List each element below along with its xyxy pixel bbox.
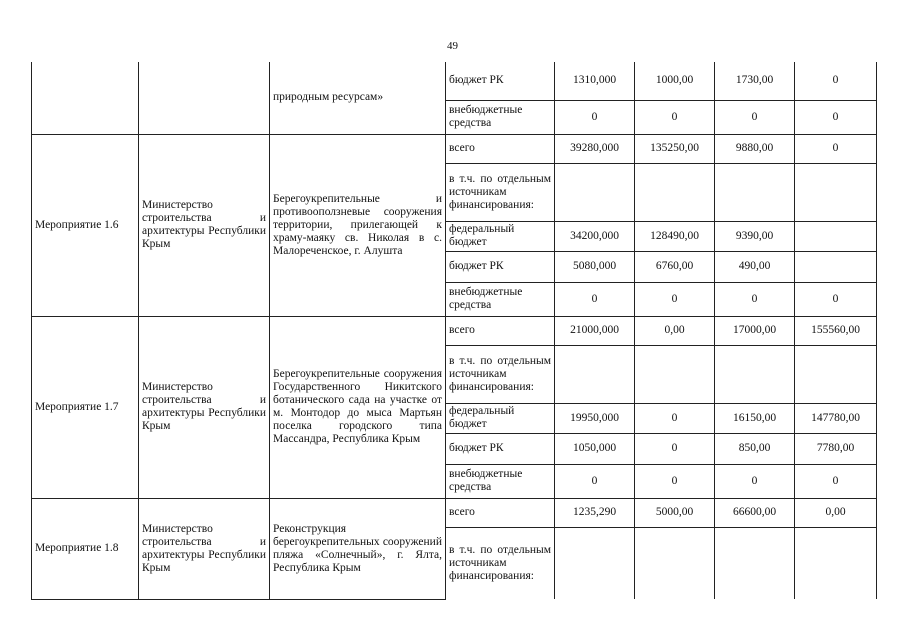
executor-cell (139, 62, 270, 134)
event-label: Мероприятие 1.7 (32, 316, 139, 498)
source-extra: внебюджетные средства (446, 282, 555, 316)
source-extra: внебюджетные средства (446, 100, 555, 134)
value-cell: 0 (555, 100, 635, 134)
table-row (32, 316, 877, 345)
value-cell: 0 (635, 403, 715, 433)
source-federal: федеральный бюджет (446, 221, 555, 251)
value-cell: 0 (715, 282, 795, 316)
event-label: Мероприятие 1.6 (32, 134, 139, 316)
value-cell: 0 (715, 100, 795, 134)
source-total: всего (446, 134, 555, 163)
source-incl: в т.ч. по отдельным источникам финансирования: (446, 345, 555, 403)
value-cell: 1000,00 (635, 62, 715, 100)
executor-cell: Министерство строительства и архитектуры Республики Крым (139, 134, 270, 316)
event-name: Берегоукрепительные сооружения Государственного Никитского ботанического сада на участке от м. Монтодор до мыса Мартьян поселка городского типа Массандра, Республика Крым (270, 316, 446, 498)
value-cell: 5080,000 (555, 251, 635, 282)
value-cell: 0,00 (635, 316, 715, 345)
value-cell (795, 527, 877, 599)
table-row (32, 498, 877, 527)
financing-table (31, 62, 877, 600)
source-total: всего (446, 316, 555, 345)
source-rk: бюджет РК (446, 433, 555, 464)
value-cell: 1310,000 (555, 62, 635, 100)
source-incl: в т.ч. по отдельным источникам финансирования: (446, 163, 555, 221)
value-cell: 17000,00 (715, 316, 795, 345)
executor-cell: Министерство строительства и архитектуры Республики Крым (139, 316, 270, 498)
value-cell: 9390,00 (715, 221, 795, 251)
value-cell: 9880,00 (715, 134, 795, 163)
event-cell (32, 62, 139, 134)
value-cell (715, 527, 795, 599)
table-row (32, 134, 877, 163)
value-cell: 135250,00 (635, 134, 715, 163)
event-name: Реконструкция берегоукрепительных сооружений пляжа «Солнечный», г. Ялта, Республика Крым (270, 498, 446, 599)
value-cell: 0 (555, 282, 635, 316)
value-cell: 0 (715, 464, 795, 498)
source-total: всего (446, 498, 555, 527)
executor-cell: Министерство строительства и архитектуры Республики Крым (139, 498, 270, 599)
value-cell: 0 (635, 282, 715, 316)
value-cell: 0 (635, 464, 715, 498)
value-cell: 1730,00 (715, 62, 795, 100)
value-cell (715, 163, 795, 221)
value-cell: 21000,000 (555, 316, 635, 345)
value-cell: 0 (795, 134, 877, 163)
value-cell: 0 (555, 464, 635, 498)
source-rk: бюджет РК (446, 62, 555, 100)
value-cell (715, 345, 795, 403)
value-cell (555, 527, 635, 599)
value-cell (555, 163, 635, 221)
value-cell: 39280,000 (555, 134, 635, 163)
value-cell: 0 (795, 282, 877, 316)
value-cell: 128490,00 (635, 221, 715, 251)
value-cell (635, 345, 715, 403)
event-name: Берегоукрепительные и противооползневые сооружения территории, прилегающей к храму-маяку св. Николая в с. Малореченское, г. Алушта (270, 134, 446, 316)
value-cell: 0,00 (795, 498, 877, 527)
value-cell (635, 527, 715, 599)
source-incl: в т.ч. по отдельным источникам финансирования: (446, 527, 555, 599)
value-cell: 0 (795, 100, 877, 134)
value-cell: 490,00 (715, 251, 795, 282)
value-cell: 155560,00 (795, 316, 877, 345)
value-cell (795, 345, 877, 403)
value-cell: 1050,000 (555, 433, 635, 464)
value-cell: 19950,000 (555, 403, 635, 433)
value-cell: 16150,00 (715, 403, 795, 433)
value-cell: 7780,00 (795, 433, 877, 464)
value-cell (795, 251, 877, 282)
value-cell (795, 221, 877, 251)
event-label: Мероприятие 1.8 (32, 498, 139, 599)
value-cell: 0 (795, 464, 877, 498)
value-cell: 0 (635, 100, 715, 134)
source-extra: внебюджетные средства (446, 464, 555, 498)
value-cell: 6760,00 (635, 251, 715, 282)
value-cell: 0 (635, 433, 715, 464)
value-cell (635, 163, 715, 221)
value-cell: 66600,00 (715, 498, 795, 527)
value-cell: 147780,00 (795, 403, 877, 433)
value-cell: 850,00 (715, 433, 795, 464)
table-row (32, 62, 877, 100)
value-cell: 34200,000 (555, 221, 635, 251)
source-rk: бюджет РК (446, 251, 555, 282)
value-cell (795, 163, 877, 221)
event-name: природным ресурсам» (270, 62, 446, 134)
page-number: 49 (447, 40, 458, 52)
value-cell: 5000,00 (635, 498, 715, 527)
value-cell: 0 (795, 62, 877, 100)
source-federal: федеральный бюджет (446, 403, 555, 433)
value-cell (555, 345, 635, 403)
value-cell: 1235,290 (555, 498, 635, 527)
